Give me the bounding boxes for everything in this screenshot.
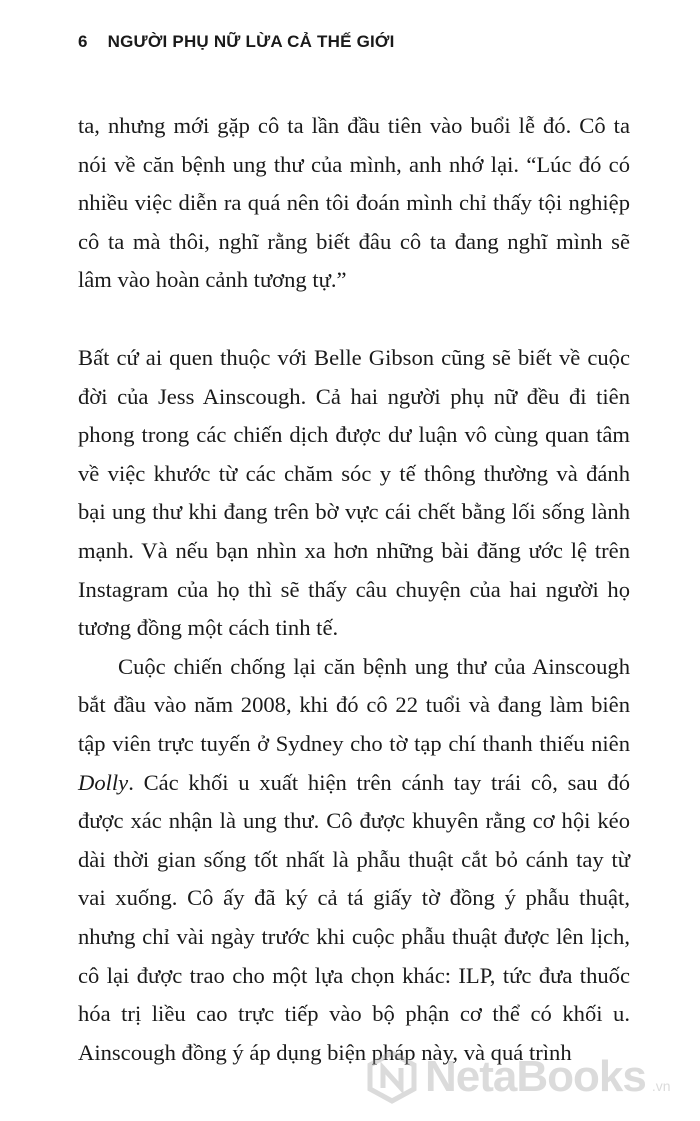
text-block-continuation xyxy=(78,107,630,300)
paragraph-text-b: . Các khối u xuất hiện trên cánh tay trái cô, sau đó được xác nhận là ung thư. Cô được khuyên rằng cơ hội kéo dài thời gian sống tốt nhất là phẫu thuật cắt bỏ cánh tay từ vai xuống. Cô ấy đã ký cả tá giấy tờ đồng ý phẫu thuật, nhưng chỉ vài ngày trước khi cuộc phẫu thuật được lên lịch, cô lại được trao cho một lựa chọn khác: ILP, tức đưa thuốc hóa trị liều cao trực tiếp vào bộ phận cơ thể có khối u. Ainscough đồng ý áp dụng biện pháp này, và quá trình xyxy=(78,769,630,1065)
running-head xyxy=(78,32,395,52)
text-block-main xyxy=(78,339,630,1072)
netabooks-logo-icon xyxy=(365,1050,419,1104)
paragraph-intro: Bất cứ ai quen thuộc với Belle Gibson cũng sẽ biết về cuộc đời của Jess Ainscough. Cả hai người phụ nữ đều đi tiên phong trong các chiến dịch được dư luận vô cùng quan tâm về việc khước từ các chăm sóc y tế thông thường và đánh bại ung thư khi đang trên bờ vực cái chết bằng lối sống lành mạnh. Và nếu bạn nhìn xa hơn những bài đăng ước lệ trên Instagram của họ thì sẽ thấy câu chuyện của hai người họ tương đồng một cách tinh tế. xyxy=(78,345,630,641)
paragraph-ainscough xyxy=(78,648,630,1073)
magazine-title: Dolly xyxy=(78,769,129,795)
watermark-brand: NetaBooks xyxy=(425,1052,646,1101)
watermark-suffix: .vn xyxy=(651,1078,671,1094)
watermark xyxy=(365,1050,671,1104)
page-number: 6 xyxy=(78,32,88,51)
paragraph-continuation: ta, nhưng mới gặp cô ta lần đầu tiên vào buổi lễ đó. Cô ta nói về căn bệnh ung thư của mình, anh nhớ lại. “Lúc đó có nhiều việc diễn ra quá nên tôi đoán mình chỉ thấy tội nghiệp cô ta mà thôi, nghĩ rằng biết đâu cô ta đang nghĩ mình sẽ lâm vào hoàn cảnh tương tự.” xyxy=(78,113,630,293)
running-title: NGƯỜI PHỤ NỮ LỪA CẢ THẾ GIỚI xyxy=(107,32,395,51)
paragraph-text-a: Cuộc chiến chống lại căn bệnh ung thư của Ainscough bắt đầu vào năm 2008, khi đó cô 22 tuổi và đang làm biên tập viên trực tuyến ở Sydney cho tờ tạp chí thanh thiếu niên xyxy=(78,653,630,756)
